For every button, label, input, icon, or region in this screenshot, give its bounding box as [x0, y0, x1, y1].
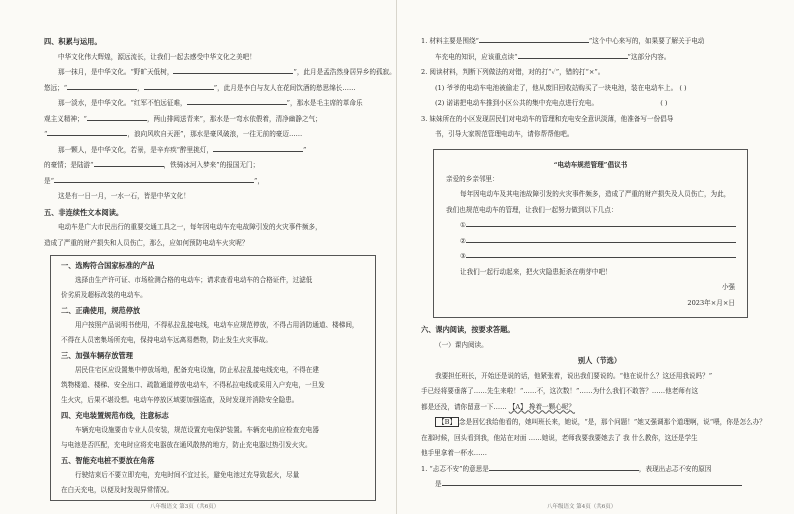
- answer-blank[interactable]: [442, 477, 742, 486]
- box-line: 行驶结束后不要立即充电，充电时间不宜过长，避免电池过充导致起火，尽量: [75, 471, 300, 479]
- box-line: 一、选购符合国家标准的产品: [61, 261, 155, 270]
- proposal-box: [433, 149, 748, 319]
- sec4-para1-line1: 那一抹月，是中华文化。“野旷天低树， ”，此月是孟浩然身居异乡的孤寂。: [44, 65, 382, 81]
- answer-blank[interactable]: [144, 81, 214, 90]
- box-line: 不得在人员密集场所充电，保持电动车远离易燃物，防止发生火灾事故。: [61, 336, 272, 344]
- sec4-para3-line2: 的豪情；是陆游“ ，铁骑冰河入梦来”的报国无门；: [44, 158, 382, 174]
- q2-item1: (1) 爷爷的电动车电池被偷走了，他从废旧回收站购买了一块电池，装在电动车上。 ( ): [435, 83, 687, 92]
- q1-line1: 1. 材料主要是围绕“ ”这个中心来写的，如果要了解关于电动: [421, 34, 778, 50]
- answer-blank[interactable]: [466, 234, 736, 243]
- box-line: 车辆充电设施要由专业人员安装，规范设置充电保护装置。车辆充电前应检查充电器: [75, 426, 319, 434]
- answer-blank[interactable]: [94, 158, 164, 167]
- material-box: [50, 255, 376, 501]
- answer-blank[interactable]: [87, 112, 147, 121]
- section-5-title: 五、非连续性文本阅读。: [44, 207, 124, 217]
- box-line: 四、充电装置规范布线，注意标志: [61, 411, 169, 420]
- sec4-para3-line4: 这是有一日一月，一水一石，皆是中华文化！: [58, 192, 190, 200]
- sec4-para2-line1: 那一淡水，是中华文化。“红军不怕远征难， ”，那水是毛主席的革命乐: [44, 96, 382, 112]
- box-line: 用户按照产品说明书使用，不得私拉乱接电线，电动车应规范停放，不得占用消防通道、楼梯间，: [75, 321, 359, 329]
- box-line: 二、正确使用，规范停放: [61, 306, 141, 315]
- answer-blank[interactable]: [518, 50, 628, 59]
- page-footer-right: 八年级语文 第4页（共6页）: [547, 504, 617, 510]
- q3-line1: 3. 妹妹所在的小区发现居民们对电动车的管理和充电安全意识淡薄，他准备写一份倡导: [421, 114, 674, 123]
- proposal-closing: 让我们一起行动起来，把火灾隐患扼杀在萌芽中吧！: [460, 267, 612, 276]
- q2-stem: 2. 阅读材料，判断下列做法的对错，对的打“✓”，错的打“×”。: [421, 68, 605, 76]
- proposal-item-3: ③: [446, 249, 735, 265]
- proposal-date: 2023年×月×日: [687, 298, 735, 307]
- proposal-item-2: ②: [446, 234, 735, 250]
- sec4-para1-line2: 悠远；“ ， ”，此月是李白与友人在花间饮酒的愁思绵长……: [44, 81, 382, 97]
- answer-blank[interactable]: [466, 218, 736, 227]
- box-line: 在白天充电，以便及时发现异常情况。: [61, 486, 174, 494]
- section-6-subtitle: （一）课内阅读。: [435, 340, 488, 349]
- box-line: 筑物楼道、楼梯、安全出口、疏散通道停放电动车，不得私拉电线或采用入户充电，一旦发: [61, 381, 325, 389]
- story-mark-a: 【A】 搀着一颗心呢？: [508, 402, 576, 411]
- q2-item2: (2) 诺诺把电动车推到小区公共的集中充电点进行充电。 ( ): [435, 99, 668, 107]
- story-line: 手已经将要垂落了……先生来啦！“……不，这次数！”……为什么我们不敢答？……他老师有这: [421, 387, 699, 395]
- story-line-b2: 在那时候，回头看到我，他站在对面 ……她说，老师我要我要她去了 我 什么教你，这还是学生: [421, 433, 698, 442]
- right-page: [397, 0, 794, 514]
- answer-blank[interactable]: [489, 462, 639, 471]
- sec4-para3-line1: 那一颗人，是中华文化，若景，是辛弃疾“醉里挑灯， ”: [44, 143, 382, 159]
- answer-blank[interactable]: [479, 34, 589, 43]
- box-line: 生火灾，后果不堪设想。电动车停放区域要加强巡查，及时发现并消除安全隐患。: [61, 396, 299, 404]
- story-mark-b: 【B】: [435, 417, 459, 427]
- answer-blank[interactable]: [173, 65, 293, 74]
- proposal-greeting: 亲爱的乡亲邻里：: [446, 174, 499, 183]
- answer-blank[interactable]: [213, 143, 303, 152]
- proposal-item-1: ①: [446, 218, 735, 234]
- proposal-body-2: 我们也规范电动车的管理，让我们一起努力做到以下几点：: [446, 205, 618, 214]
- box-line: 与电池是否匹配，充电时应将充电器放在通风散热的地方，防止充电器过热引发火灾。: [61, 441, 312, 449]
- proposal-body-1: 每年因电动车及其电池故障引发的火灾事件频多，造成了严重的财产损失及人员伤亡，为此，: [460, 190, 731, 198]
- section-5-intro-line1: 电动车是广大市民出行的重要交通工具之一，每年因电动车充电故障引发的火灾事件频多，: [58, 223, 322, 231]
- story-title: 别人（节选）: [577, 356, 622, 365]
- page-footer-left: 八年级语文 第3页（共6页）: [150, 504, 220, 510]
- story-line: 都是还没，请你留意一下…… 【A】 搀着一颗心呢？: [421, 402, 576, 411]
- section-5-intro-line2: 造成了严重的财产损失和人员伤亡，那么，应如何预防电动车火灾呢？: [44, 238, 249, 247]
- answer-blank[interactable]: [67, 81, 137, 90]
- section-4-title: 四、积累与运用。: [44, 37, 102, 46]
- box-line: 五、智能充电桩不要放在角落: [61, 456, 155, 465]
- sec4-para2-line2: 观主义精神；“ ，两山排闼送青来”，那水是一弯水依偎着，清净幽静之气；: [44, 112, 382, 128]
- story-line-b1: 【B】 念是回忆我给他看的，她叫班长来，她说，“是，那个问题！”她又强调那个道理啊，说“喂，你是怎么办？: [421, 415, 778, 431]
- answer-blank[interactable]: [47, 127, 127, 136]
- section-6-title: 六、课内阅读，按要求答题。: [421, 325, 515, 334]
- answer-blank[interactable]: [187, 96, 287, 105]
- box-line: 三、加强车辆存放管理: [61, 351, 133, 360]
- story-line: 我要担任班长，开始还是说的话，他紧张着，说出我们要说的。“他在说什么？这还用我说吗？”: [435, 371, 713, 380]
- sec4-para2-line3: “ ，浪向风吹自天涯”，那水是豪风破浪，一往无前的豪迈……: [44, 127, 382, 143]
- q2-item2-mark[interactable]: ( ): [660, 99, 668, 107]
- proposal-signature: 小强: [721, 283, 735, 291]
- section-4-intro: 中华文化伟大辉煌，源远流长，让我们一起去感受中华文化之美吧！: [58, 52, 256, 61]
- q1-line2: 车充电的知识，应该重点读“ ”这部分内容。: [421, 50, 778, 66]
- box-line: 居民住宅区应设置集中停放场地，配备充电设施，防止私拉乱接电线充电，不得在建: [75, 366, 319, 374]
- box-line: 选择由生产许可证、市场检测合格的电动车；请求查看电动车的合格证件，过滤低: [75, 276, 313, 284]
- q6-1-line2: 是: [421, 477, 778, 493]
- sec4-para3-line3: 是“ ”，: [44, 174, 382, 190]
- q2-item1-mark[interactable]: ( ): [679, 83, 687, 92]
- answer-blank[interactable]: [466, 249, 736, 258]
- q6-1-line1: 1. “忐忑不安”的意思是 ，表现出忐忑不安的原因: [421, 462, 778, 478]
- story-line-b3: 他手里拿着一杯水……: [421, 449, 487, 457]
- proposal-title: “电动车规范管理”倡议书: [553, 160, 628, 169]
- box-line: 价劣质及超标改装的电动车。: [61, 291, 147, 299]
- answer-blank[interactable]: [54, 174, 254, 183]
- q3-line2: 书，引导大家规范管理电动车，请你帮帮他吧。: [435, 130, 574, 138]
